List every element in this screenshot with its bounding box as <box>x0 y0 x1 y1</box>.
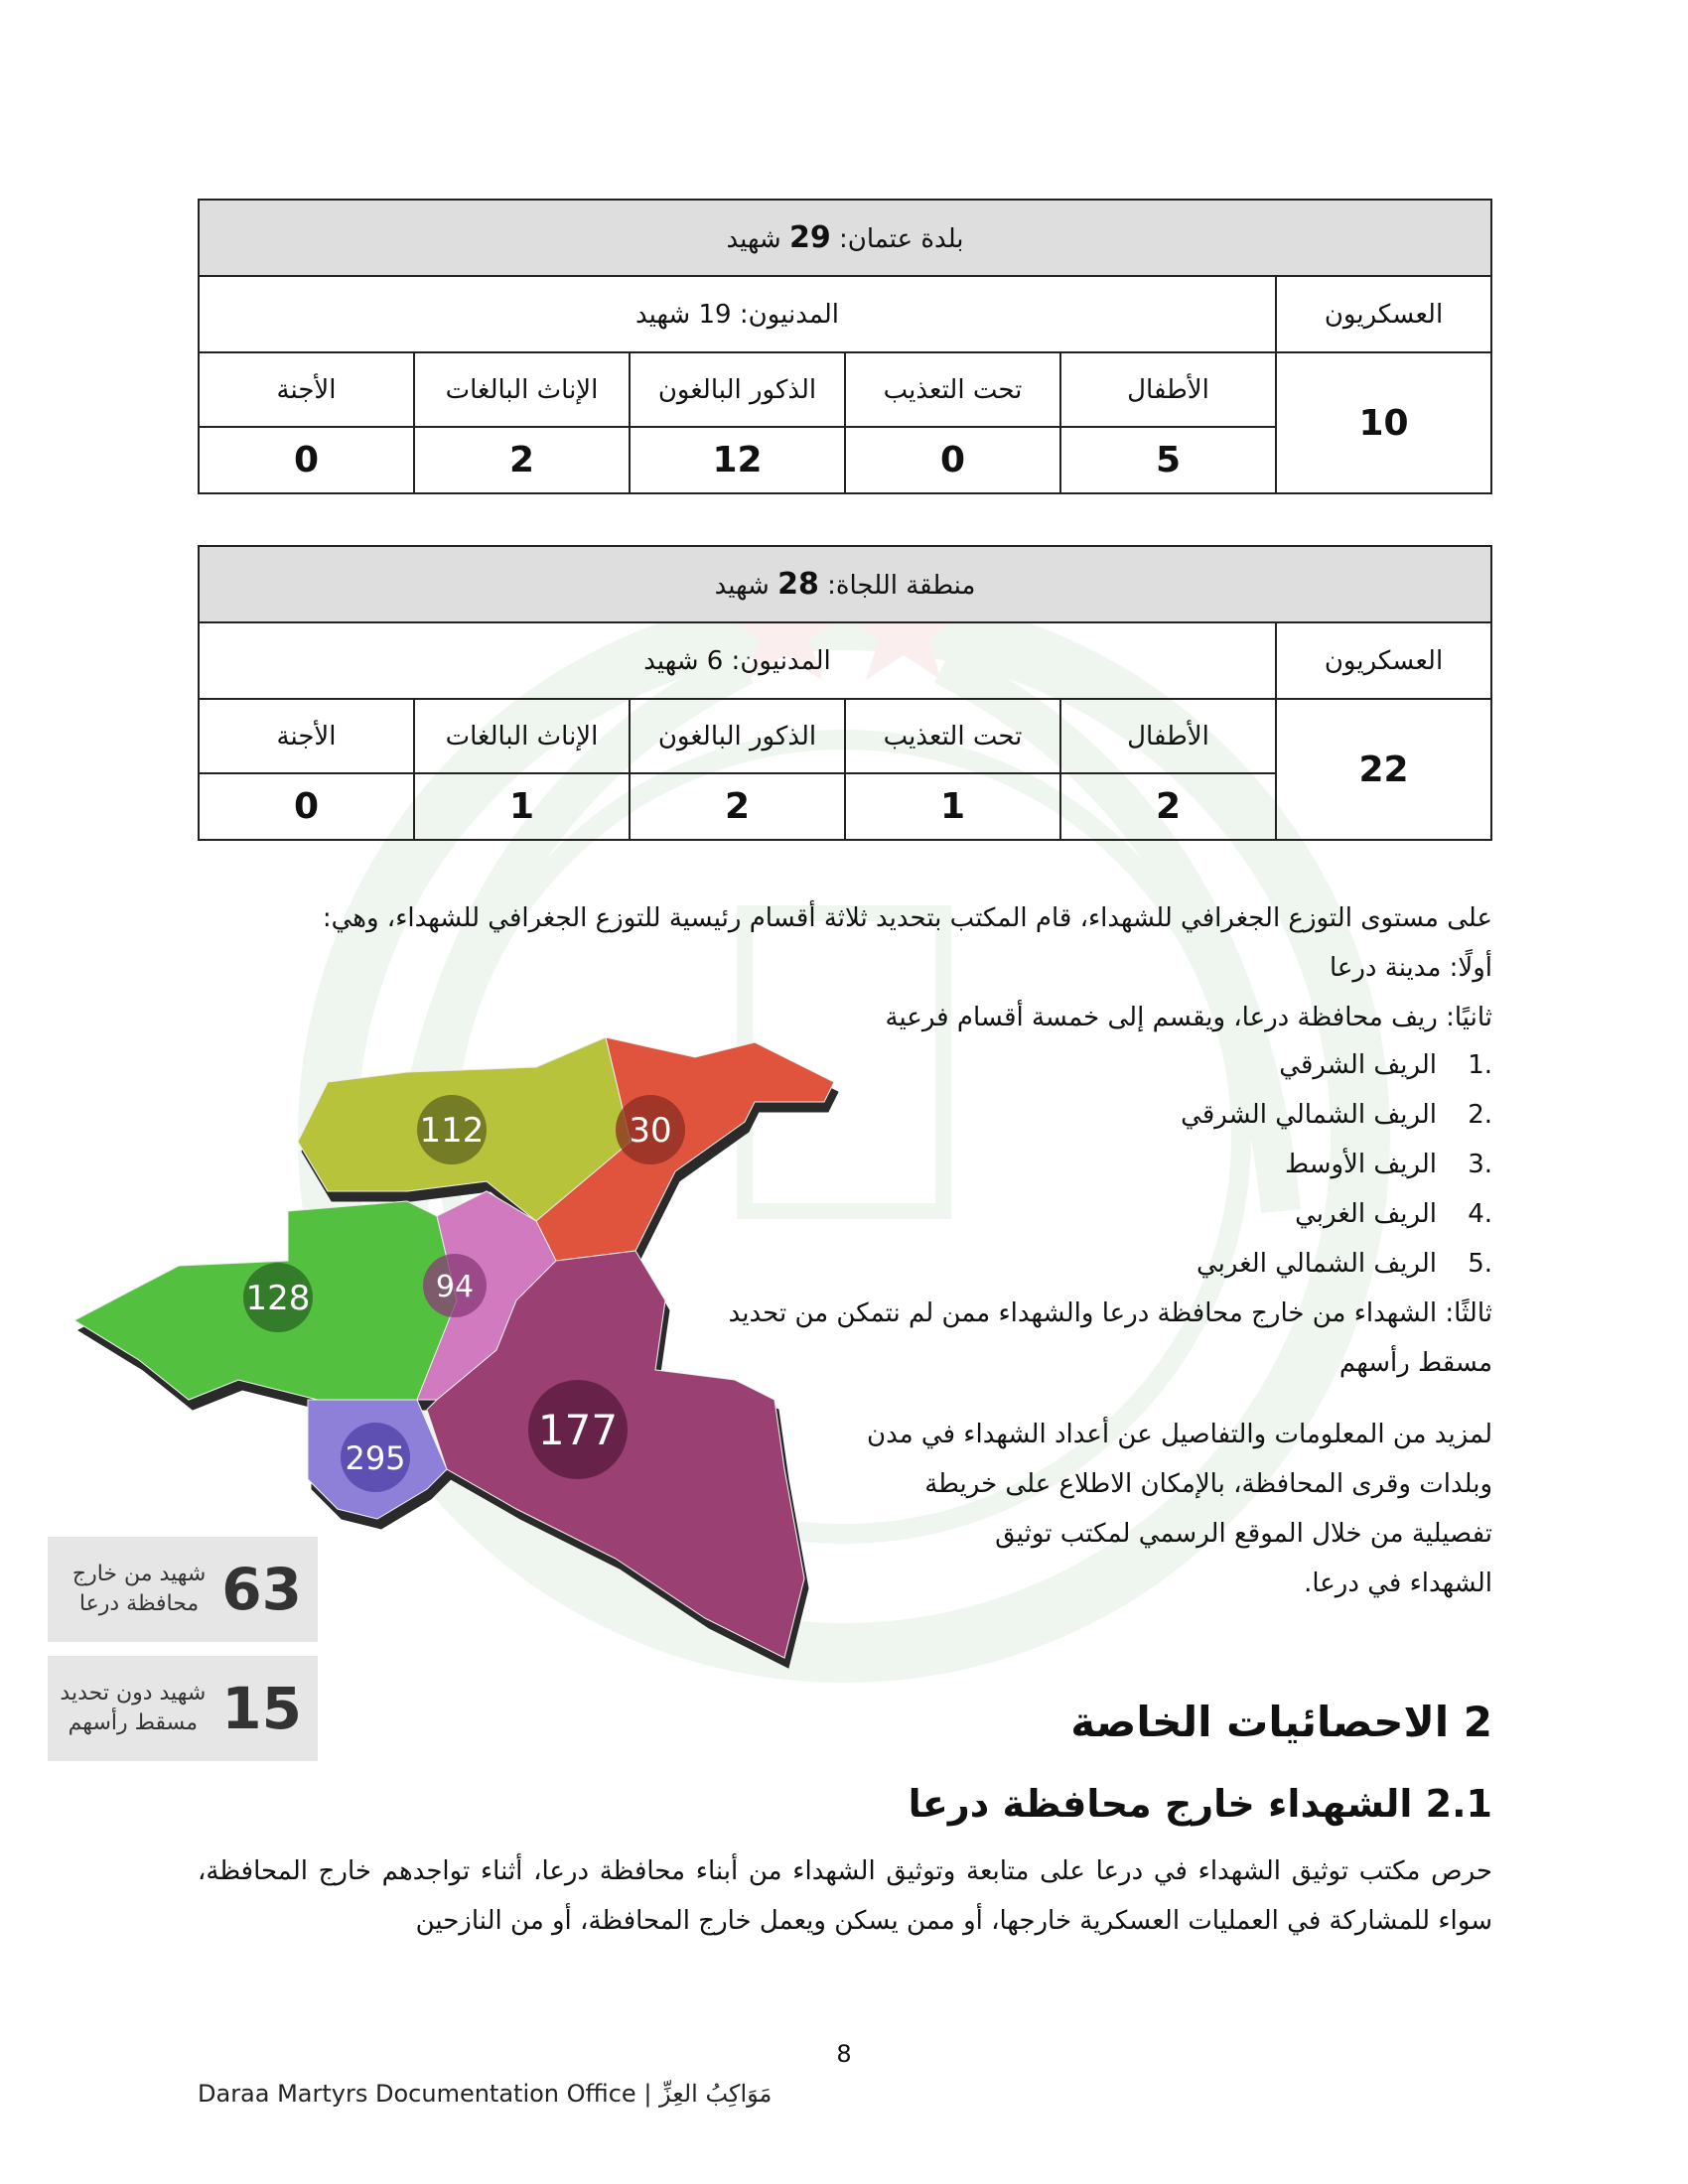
military-value: 10 <box>1276 352 1491 493</box>
value-adult-females: 1 <box>414 773 630 840</box>
badge-text: شهيد من خارج محافظة درعا <box>71 1562 207 1616</box>
value-children: 5 <box>1060 427 1276 493</box>
value-children: 2 <box>1060 773 1276 840</box>
value-fetuses: 0 <box>199 427 414 493</box>
badge-outside-daraa <box>48 1537 318 1642</box>
more-info-line-3: تفصيلية من خلال الموقع الرسمي لمكتب توثيق <box>995 1519 1492 1549</box>
stats-table-lajat <box>198 545 1492 841</box>
region-value-east: 177 <box>537 1406 619 1454</box>
value-fetuses: 0 <box>199 773 414 840</box>
intro-line-1: على مستوى التوزع الجغرافي للشهداء، قام المكتب بتحديد ثلاثة أقسام رئيسية للتوزع الجغرافي للشهداء، وهي: <box>322 903 1492 933</box>
table-title: بلدة عتمان: 29 شهيد <box>199 200 1491 276</box>
page-number: 8 <box>836 2040 852 2068</box>
civilians-label: المدنيون: 19 شهيد <box>199 276 1276 352</box>
footer <box>198 2080 772 2108</box>
region-value-north-west: 112 <box>419 1111 485 1151</box>
list-item: .2 الريف الشمالي الشرقي <box>1181 1100 1492 1130</box>
category-adult-females: الإناث البالغات <box>414 352 630 427</box>
value-adult-males: 2 <box>630 773 845 840</box>
region-value-daraa-city: 295 <box>345 1439 406 1477</box>
more-info-line-2: وبلدات وقرى المحافظة، بالإمكان الاطلاع على خريطة <box>924 1469 1492 1499</box>
badge-number: 63 <box>221 1556 302 1623</box>
table-title: منطقة اللجاة: 28 شهيد <box>199 546 1491 622</box>
title-count: 28 <box>777 567 819 602</box>
category-adult-females: الإناث البالغات <box>414 699 630 773</box>
military-label: العسكريون <box>1276 276 1491 352</box>
military-label: العسكريون <box>1276 622 1491 699</box>
stats-table-atman <box>198 199 1492 494</box>
badge-number: 15 <box>221 1675 302 1742</box>
intro-line-3: ثانيًا: ريف محافظة درعا، ويقسم إلى خمسة أقسام فرعية <box>885 1003 1492 1032</box>
military-value: 22 <box>1276 699 1491 840</box>
badge-unknown-origin <box>48 1656 318 1761</box>
category-fetuses: الأجنة <box>199 352 414 427</box>
category-torture: تحت التعذيب <box>845 699 1060 773</box>
value-torture: 1 <box>845 773 1060 840</box>
region-value-west: 128 <box>245 1279 311 1318</box>
category-children: الأطفال <box>1060 699 1276 773</box>
footer-logo-text: مَوَاكِبُ العِزِّ <box>659 2080 773 2108</box>
section-body: حرص مكتب توثيق الشهداء في درعا على متابعة وتوثيق الشهداء من أبناء محافظة درعا، أثناء تواجدهم خارج المحافظة، سواء للمشاركة في العمليات العسكرية خارجها، أو ممن يسكن ويعمل خارج المحافظة، أو من النازحين <box>198 1856 1492 1936</box>
value-adult-males: 12 <box>630 427 845 493</box>
value-adult-females: 2 <box>414 427 630 493</box>
subsection-heading: 2.1 الشهداء خارج محافظة درعا <box>908 1782 1492 1826</box>
title-count: 29 <box>788 220 831 255</box>
region-value-north-east: 30 <box>629 1111 672 1151</box>
category-children: الأطفال <box>1060 352 1276 427</box>
civilians-label: المدنيون: 6 شهيد <box>199 622 1276 699</box>
more-info-line-4: الشهداء في درعا. <box>1304 1569 1492 1598</box>
section-heading: 2 الاحصائيات الخاصة <box>1070 1698 1492 1746</box>
category-torture: تحت التعذيب <box>845 352 1060 427</box>
category-fetuses: الأجنة <box>199 699 414 773</box>
badge-text: شهيد دون تحديد مسقط رأسهم <box>60 1681 207 1735</box>
more-info-line-1: لمزيد من المعلومات والتفاصيل عن أعداد الشهداء في مدن <box>866 1420 1492 1449</box>
list-item: .1 الريف الشرقي <box>1279 1050 1492 1080</box>
intro-line-2: أولًا: مدينة درعا <box>1329 953 1492 983</box>
value-torture: 0 <box>845 427 1060 493</box>
list-item: .3 الريف الأوسط <box>1285 1150 1492 1179</box>
list-item: .4 الريف الغربي <box>1295 1199 1492 1229</box>
category-adult-males: الذكور البالغون <box>630 352 845 427</box>
list-item: .5 الريف الشمالي الغربي <box>1196 1249 1492 1279</box>
region-value-central: 94 <box>435 1270 475 1304</box>
category-adult-males: الذكور البالغون <box>630 699 845 773</box>
footer-office: Daraa Martyrs Documentation Office | <box>198 2080 652 2108</box>
third-line-1: ثالثًا: الشهداء من خارج محافظة درعا والشهداء ممن لم نتمكن من تحديد <box>728 1298 1492 1328</box>
third-line-2: مسقط رأسهم <box>1338 1348 1492 1378</box>
subregion-list <box>1181 1040 1492 1289</box>
